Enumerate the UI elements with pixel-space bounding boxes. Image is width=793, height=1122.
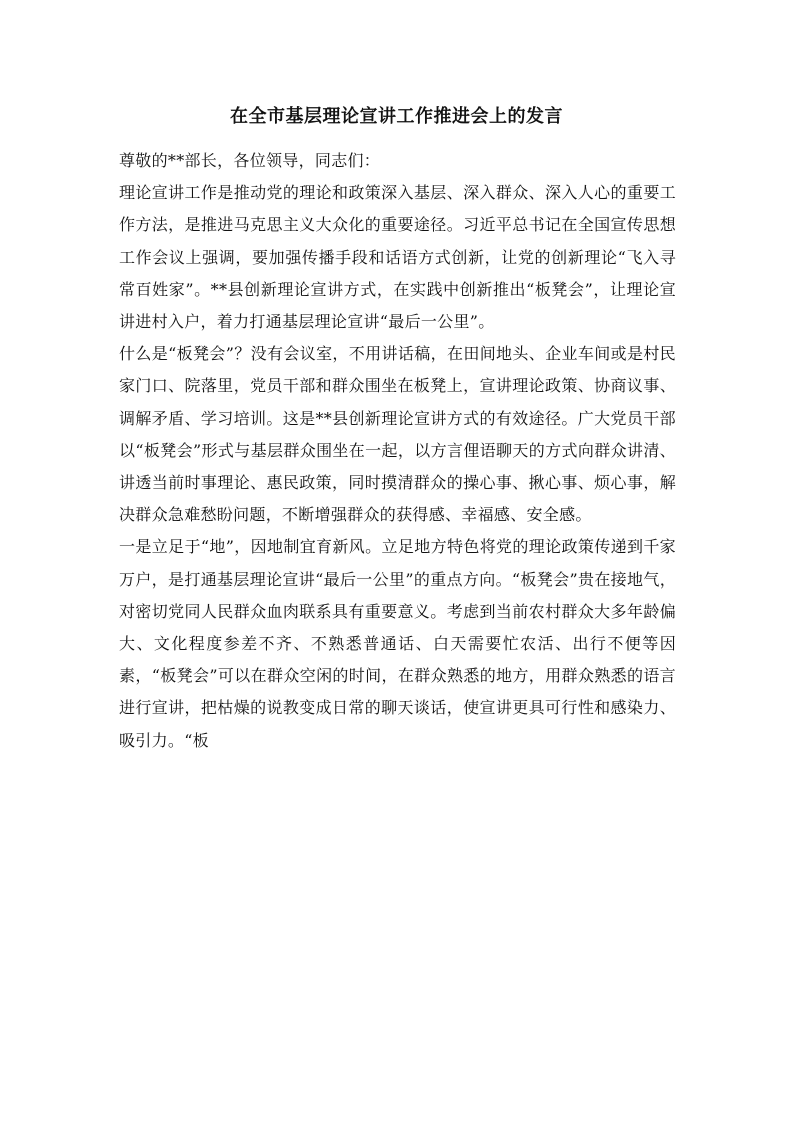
paragraph-1: 理论宣讲工作是推动党的理论和政策深入基层、深入群众、深入人心的重要工作方法，是推进马克思主义大众化的重要途径。习近平总书记在全国宣传思想工作会议上强调，要加强传播手段和话语方式创新，让党的创新理论“飞入寻常百姓家”。**县创新理论宣讲方式，在实践中创新推出“板凳会”，让理论宣讲进村入户，着力打通基层理论宣讲“最后一公里”。 (119, 183, 676, 332)
document-body (119, 145, 676, 757)
paragraph-3: 一是立足于“地”，因地制宜育新风。立足地方特色将党的理论政策传递到千家万户，是打通基层理论宣讲“最后一公里”的重点方向。“板凳会”贵在接地气，对密切党同人民群众血肉联系具有重要意义。考虑到当前农村群众大多年龄偏大、文化程度参差不齐、不熟悉普通话、白天需要忙农活、出行不便等因素，“板凳会”可以在群众空闲的时间，在群众熟悉的地方，用群众熟悉的语言进行宣讲，把枯燥的说教变成日常的聊天谈话，使宣讲更具可行性和感染力、吸引力。“板 (119, 537, 676, 750)
paragraph-2: 什么是“板凳会”？没有会议室，不用讲话稿，在田间地头、企业车间或是村民家门口、院落里，党员干部和群众围坐在板凳上，宣讲理论政策、协商议事、调解矛盾、学习培训。这是**县创新理论宣讲方式的有效途径。广大党员干部以“板凳会”形式与基层群众围坐在一起，以方言俚语聊天的方式向群众讲清、讲透当前时事理论、惠民政策，同时摸清群众的操心事、揪心事、烦心事，解决群众急难愁盼问题，不断增强群众的获得感、幸福感、安全感。 (119, 344, 676, 525)
document-title: 在全市基层理论宣讲工作推进会上的发言 (230, 106, 563, 127)
salutation: 尊敬的**部长，各位领导，同志们： (119, 151, 381, 170)
